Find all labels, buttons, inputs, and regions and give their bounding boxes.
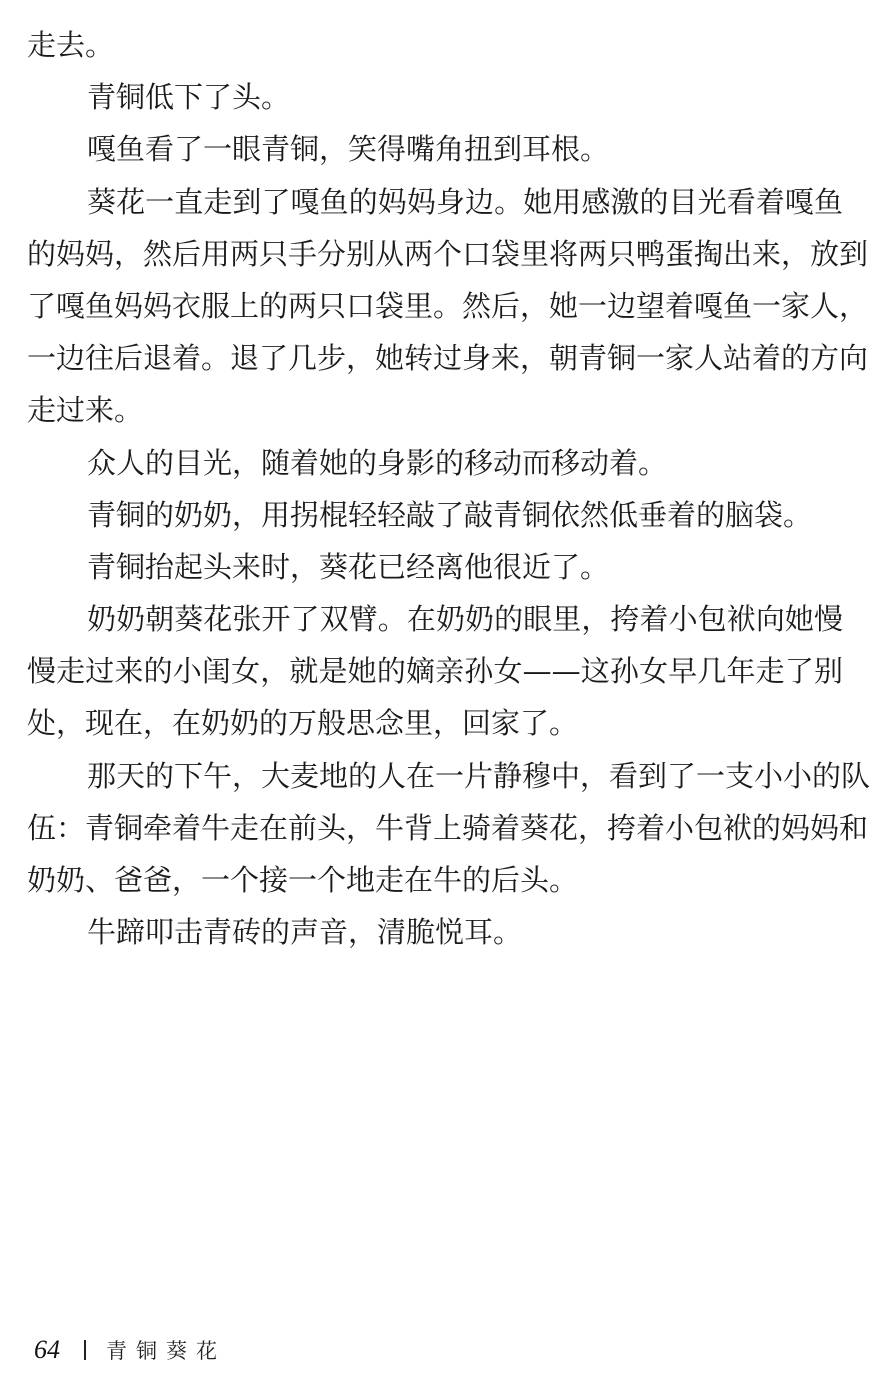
page-footer bbox=[34, 1332, 226, 1368]
text-line: 慢走过来的小闺女，就是她的嫡亲孙女——这孙女早几年走了别 bbox=[27, 654, 843, 689]
text-line: 青铜的奶奶，用拐棍轻轻敲了敲青铜依然低垂着的脑袋。 bbox=[87, 497, 813, 532]
footer-divider bbox=[84, 1340, 86, 1360]
paragraph bbox=[27, 176, 869, 437]
body-text bbox=[27, 19, 871, 958]
text-line: 奶奶朝葵花张开了双臂。在奶奶的眼里，挎着小包袱向她慢 bbox=[87, 602, 843, 637]
paragraph bbox=[27, 123, 843, 175]
text-line: 的妈妈，然后用两只手分别从两个口袋里将两只鸭蛋掏出来，放到 bbox=[27, 236, 869, 271]
paragraph bbox=[27, 489, 843, 541]
text-line: 奶奶、爸爸，一个接一个地走在牛的后头。 bbox=[27, 863, 579, 897]
paragraph bbox=[27, 71, 843, 123]
text-line: 青铜低下了头。 bbox=[87, 80, 291, 115]
text-line: 牛蹄叩击青砖的声音，清脆悦耳。 bbox=[87, 915, 523, 950]
text-line: 嘎鱼看了一眼青铜，笑得嘴角扭到耳根。 bbox=[87, 132, 610, 167]
paragraph bbox=[27, 906, 843, 958]
text-line: 一边往后退着。退了几步，她转过身来，朝青铜一家人站着的方向 bbox=[27, 341, 869, 376]
paragraph bbox=[27, 750, 871, 907]
paragraph bbox=[27, 19, 843, 71]
text-line: 青铜抬起头来时，葵花已经离他很近了。 bbox=[87, 549, 610, 584]
text-line: 处，现在，在奶奶的万般思念里，回家了。 bbox=[27, 706, 579, 741]
page-number: 64 bbox=[34, 1335, 60, 1364]
book-title: 青铜葵花 bbox=[106, 1339, 226, 1363]
text-line: 葵花一直走到了嘎鱼的妈妈身边。她用感激的目光看着嘎鱼 bbox=[87, 184, 843, 219]
paragraph bbox=[27, 593, 843, 750]
text-line: 了嘎鱼妈妈衣服上的两只口袋里。然后，她一边望着嘎鱼一家人， bbox=[27, 288, 869, 323]
paragraph bbox=[27, 437, 843, 489]
text-line: 走过来。 bbox=[27, 393, 144, 428]
text-line: 众人的目光，随着她的身影的移动而移动着。 bbox=[87, 445, 668, 480]
text-line: 伍：青铜牵着牛走在前头，牛背上骑着葵花，挎着小包袱的妈妈和 bbox=[27, 810, 869, 845]
text-line: 走去。 bbox=[27, 28, 115, 62]
text-line: 那天的下午，大麦地的人在一片静穆中，看到了一支小小的队 bbox=[87, 758, 871, 793]
paragraph bbox=[27, 541, 843, 593]
